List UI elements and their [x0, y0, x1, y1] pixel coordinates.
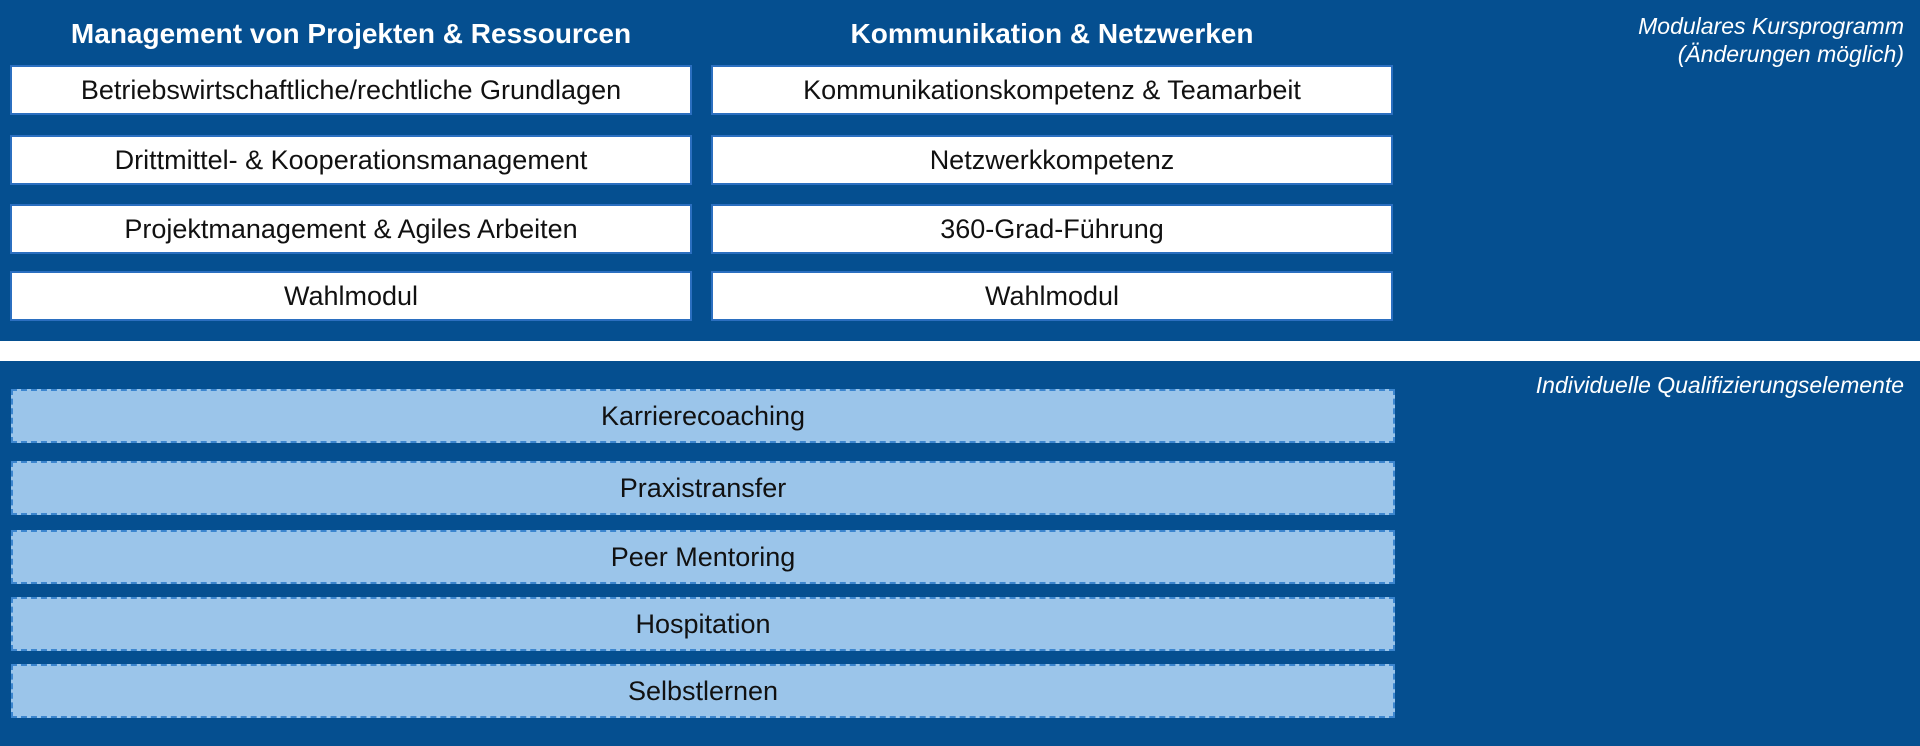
course-program-note-line1: Modulares Kursprogramm: [1638, 13, 1904, 39]
column-title-kommunikation: Kommunikation & Netzwerken: [850, 18, 1254, 49]
qualification-element: Karrierecoaching: [11, 389, 1395, 443]
qualification-element: Peer Mentoring: [11, 530, 1395, 584]
module-box: 360-Grad-Führung: [711, 204, 1393, 254]
module-box: Kommunikationskompetenz & Teamarbeit: [711, 65, 1393, 115]
module-box: Wahlmodul: [10, 271, 692, 321]
qualification-element: Praxistransfer: [11, 461, 1395, 515]
column-title-management: Management von Projekten & Ressourcen: [70, 18, 632, 49]
qualification-note: Individuelle Qualifizierungselemente: [1535, 372, 1904, 398]
module-box: Wahlmodul: [711, 271, 1393, 321]
course-program-note: [1638, 12, 1904, 68]
qualification-element: Selbstlernen: [11, 664, 1395, 718]
course-program-note-line2: (Änderungen möglich): [1677, 41, 1904, 67]
qualification-element: Hospitation: [11, 597, 1395, 651]
module-box: Betriebswirtschaftliche/rechtliche Grundlagen: [10, 65, 692, 115]
module-box: Netzwerkkompetenz: [711, 135, 1393, 185]
module-box: Projektmanagement & Agiles Arbeiten: [10, 204, 692, 254]
module-box: Drittmittel- & Kooperationsmanagement: [10, 135, 692, 185]
